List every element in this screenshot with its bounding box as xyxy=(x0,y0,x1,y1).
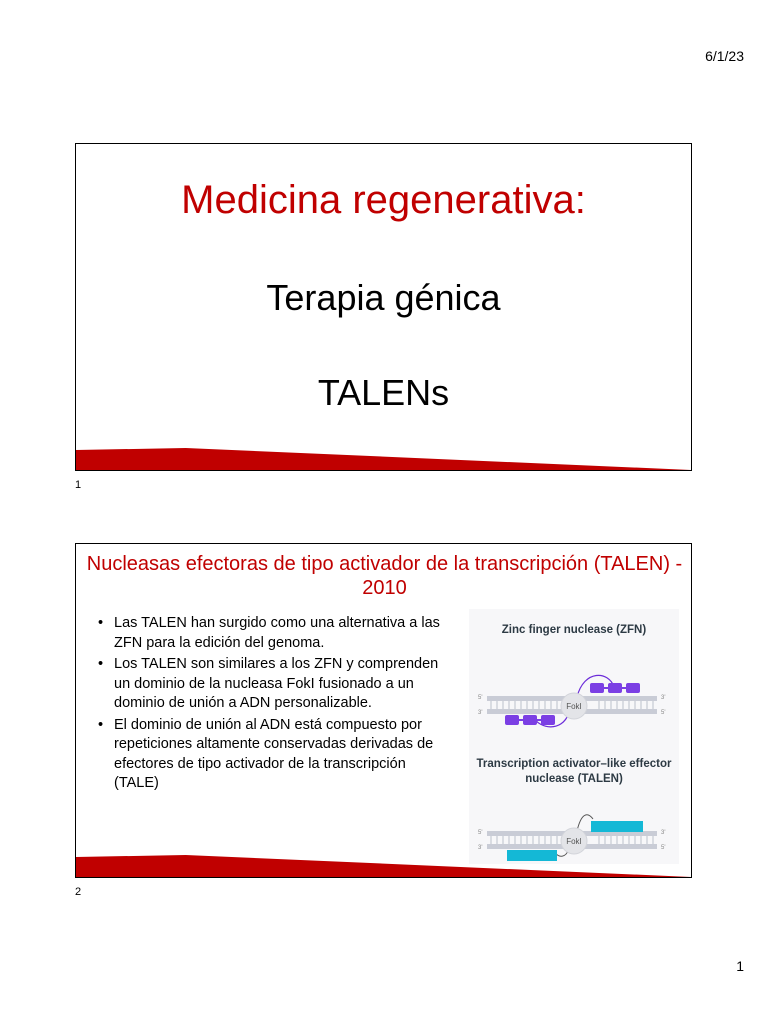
talen-foki-label: FokI xyxy=(566,837,582,846)
slide-1-red-wedge xyxy=(76,440,691,470)
diagram-svg xyxy=(469,609,679,864)
talen-3prime-bottom: 3' xyxy=(478,845,483,851)
nuclease-diagram xyxy=(469,609,679,864)
talen-tale-domain-top xyxy=(591,821,643,832)
slide-1-title: Medicina regenerativa: xyxy=(181,178,586,222)
talen-label: Transcription activator–like effector nuclease (TALEN) xyxy=(476,758,672,785)
talen-3prime-top: 3' xyxy=(661,830,666,836)
slide-1-number: 1 xyxy=(75,479,82,491)
slide-1-subtitle-1: Terapia génica xyxy=(266,277,501,318)
zfn-5prime-top: 5' xyxy=(478,695,483,701)
zfn-foki-label: FokI xyxy=(566,702,582,711)
talen-5prime-top: 5' xyxy=(478,830,483,836)
zfn-5prime-bottom: 5' xyxy=(661,710,666,716)
zfn-3prime-bottom: 3' xyxy=(478,710,483,716)
slide-2-title: Nucleasas efectoras de tipo activador de la transcripción (TALEN) - 2010 xyxy=(86,553,683,599)
slide-2 xyxy=(75,543,692,878)
slide-2-number: 2 xyxy=(75,886,82,898)
talen-5prime-bottom: 5' xyxy=(661,845,666,851)
header-date: 6/1/23 xyxy=(705,48,744,64)
bullet-item: • Los TALEN son similares a los ZFN y comprenden un dominio de la nucleasa FokI fusionado a un dominio de unión a ADN personalizable. xyxy=(94,655,446,714)
slide-2-red-wedge xyxy=(76,847,691,877)
bullet-item: • Las TALEN han surgido como una alternativa a las ZFN para la edición del genoma. xyxy=(94,614,446,653)
bullet-item: • El dominio de unión al ADN está compuesto por repeticiones altamente conservadas derivadas de efectores de tipo activador de la transcripción (TALE) xyxy=(94,716,446,794)
slide-1 xyxy=(75,143,692,471)
page-number: 1 xyxy=(736,958,744,974)
zfn-3prime-top: 3' xyxy=(661,695,666,701)
slide-2-bullet-list xyxy=(94,614,446,796)
slide-1-subtitle-2: TALENs xyxy=(317,372,450,413)
zfn-label: Zinc finger nuclease (ZFN) xyxy=(501,624,647,636)
